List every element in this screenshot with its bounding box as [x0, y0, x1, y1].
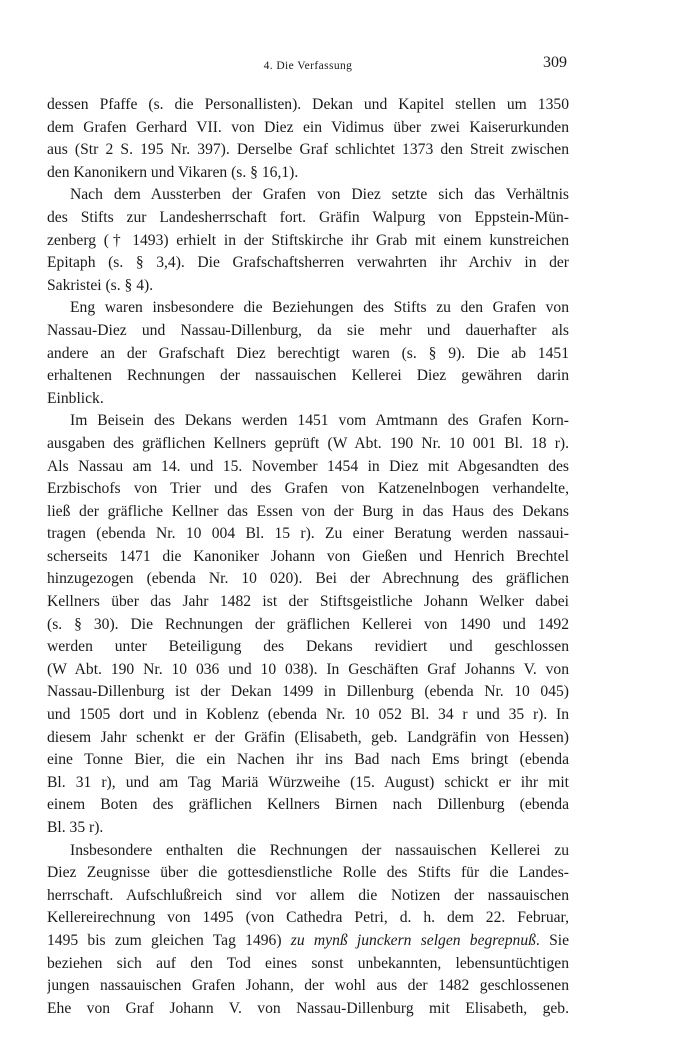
- text-line: und 1505 dort und in Koblenz (ebenda Nr. 10 052 Bl. 34 r und 35 r). In: [47, 706, 569, 724]
- text-line: ausgaben des gräflichen Kellners geprüft (W Abt. 190 Nr. 10 001 Bl. 18 r).: [47, 434, 569, 452]
- text-line: Kellereirechnung von 1495 (von Cathedra Petri, d. h. dem 22. Februar,: [47, 909, 569, 927]
- page-header: [47, 54, 569, 74]
- text-line: Bl. 35 r).: [47, 819, 104, 836]
- text-line: werden unter Beteiligung des Dekans revidiert und geschlossen: [47, 638, 569, 656]
- text-line: Sakristei (s. § 4).: [47, 276, 154, 294]
- text-line: dessen Pfaffe (s. die Personallisten). Dekan und Kapitel stellen um 1350: [47, 96, 569, 113]
- text-line: Kellners über das Jahr 1482 ist der Stiftsgeistliche Johann Welker dabei: [47, 593, 569, 611]
- text-line: beziehen sich auf den Tod eines sonst unbekannten, lebensuntüchtigen: [47, 954, 569, 972]
- text-line: Eng waren insbesondere die Beziehungen des Stifts zu den Grafen von: [70, 299, 569, 317]
- text-line: diesem Jahr schenkt er der Gräfin (Elisabeth, geb. Landgräfin von Hessen): [47, 728, 569, 746]
- text-line: Nassau-Diez und Nassau-Dillenburg, da sie mehr und dauerhafter als: [47, 321, 569, 339]
- text-line: Diez Zeugnisse über die gottesdienstliche Rolle des Stifts für die Landes-: [47, 864, 569, 882]
- text-line: den Kanonikern und Vikaren (s. § 16,1).: [47, 163, 299, 181]
- text-line: Nassau-Dillenburg ist der Dekan 1499 in Dillenburg (ebenda Nr. 10 045): [47, 683, 569, 701]
- text-line: zenberg († 1493) erhielt in der Stiftskirche ihr Grab mit einem kunstreichen: [47, 231, 569, 249]
- text-line: Ehe von Graf Johann V. von Nassau-Dillenburg mit Elisabeth, geb.: [47, 999, 569, 1017]
- text-line: Bl. 31 r), und am Tag Mariä Würzweihe (15. August) schickt er ihr mit: [47, 773, 569, 791]
- book-page: [47, 0, 569, 1057]
- text-line: Epitaph (s. § 3,4). Die Grafschaftsherren verwahrten ihr Archiv in der: [47, 254, 569, 272]
- text-line: hinzugezogen (ebenda Nr. 10 020). Bei der Abrechnung des gräflichen: [47, 570, 569, 588]
- text-line: ließ der gräfliche Kellner das Essen von der Burg in das Haus des Dekans: [47, 502, 569, 520]
- text-line: dem Grafen Gerhard VII. von Diez ein Vidimus über zwei Kaiserurkunden: [47, 118, 569, 136]
- text-line: [47, 930, 569, 953]
- text-line: Im Beisein des Dekans werden 1451 vom Amtmann des Grafen Korn-: [70, 412, 569, 430]
- text-line: (W Abt. 190 Nr. 10 036 und 10 038). In Geschäften Graf Johanns V. von: [47, 660, 569, 678]
- running-head: 4. Die Verfassung: [263, 60, 353, 72]
- text-line: erhaltenen Rechnungen der nassauischen Kellerei Diez gewähren darin: [47, 367, 569, 385]
- text-line: Insbesondere enthalten die Rechnungen der nassauischen Kellerei zu: [70, 841, 569, 859]
- page-number: 309: [543, 54, 567, 71]
- text-line: andere an der Grafschaft Diez berechtigt waren (s. § 9). Die ab 1451: [47, 344, 569, 362]
- text-line: aus (Str 2 S. 195 Nr. 397). Derselbe Graf schlichtet 1373 den Streit zwischen: [47, 141, 569, 159]
- text-line: einem Boten des gräflichen Kellners Birnen nach Dillenburg (ebenda: [47, 796, 569, 814]
- italic-quote: zu mynß junckern selgen begrepnuß: [290, 931, 536, 949]
- text-line: eine Tonne Bier, die ein Nachen ihr ins Bad nach Ems bringt (ebenda: [47, 751, 569, 769]
- text-line: tragen (ebenda Nr. 10 004 Bl. 15 r). Zu einer Beratung werden nassaui-: [47, 525, 569, 543]
- text-line: Einblick.: [47, 389, 104, 407]
- text-line: herrschaft. Aufschlußreich sind vor allem die Notizen der nassauischen: [47, 886, 569, 904]
- text-line: jungen nassauischen Grafen Johann, der wohl aus der 1482 geschlossenen: [47, 977, 569, 995]
- text-line: Als Nassau am 14. und 15. November 1454 in Diez mit Abgesandten des: [47, 457, 569, 475]
- text-line: des Stifts zur Landesherrschaft fort. Gräfin Walpurg von Eppstein-Mün-: [47, 208, 569, 226]
- text-segment: 1495 bis zum gleichen Tag 1496): [47, 931, 291, 949]
- text-line: Erzbischofs von Trier und des Grafen von Katzenelnbogen verhandelte,: [47, 480, 569, 498]
- text-line: (s. § 30). Die Rechnungen der gräflichen Kellerei von 1490 und 1492: [47, 615, 569, 633]
- text-line: Nach dem Aussterben der Grafen von Diez setzte sich das Verhältnis: [70, 186, 569, 204]
- body-text: [47, 94, 569, 1020]
- text-line: scherseits 1471 die Kanoniker Johann von Gießen und Henrich Brechtel: [47, 547, 569, 565]
- text-segment: . Sie: [535, 931, 569, 949]
